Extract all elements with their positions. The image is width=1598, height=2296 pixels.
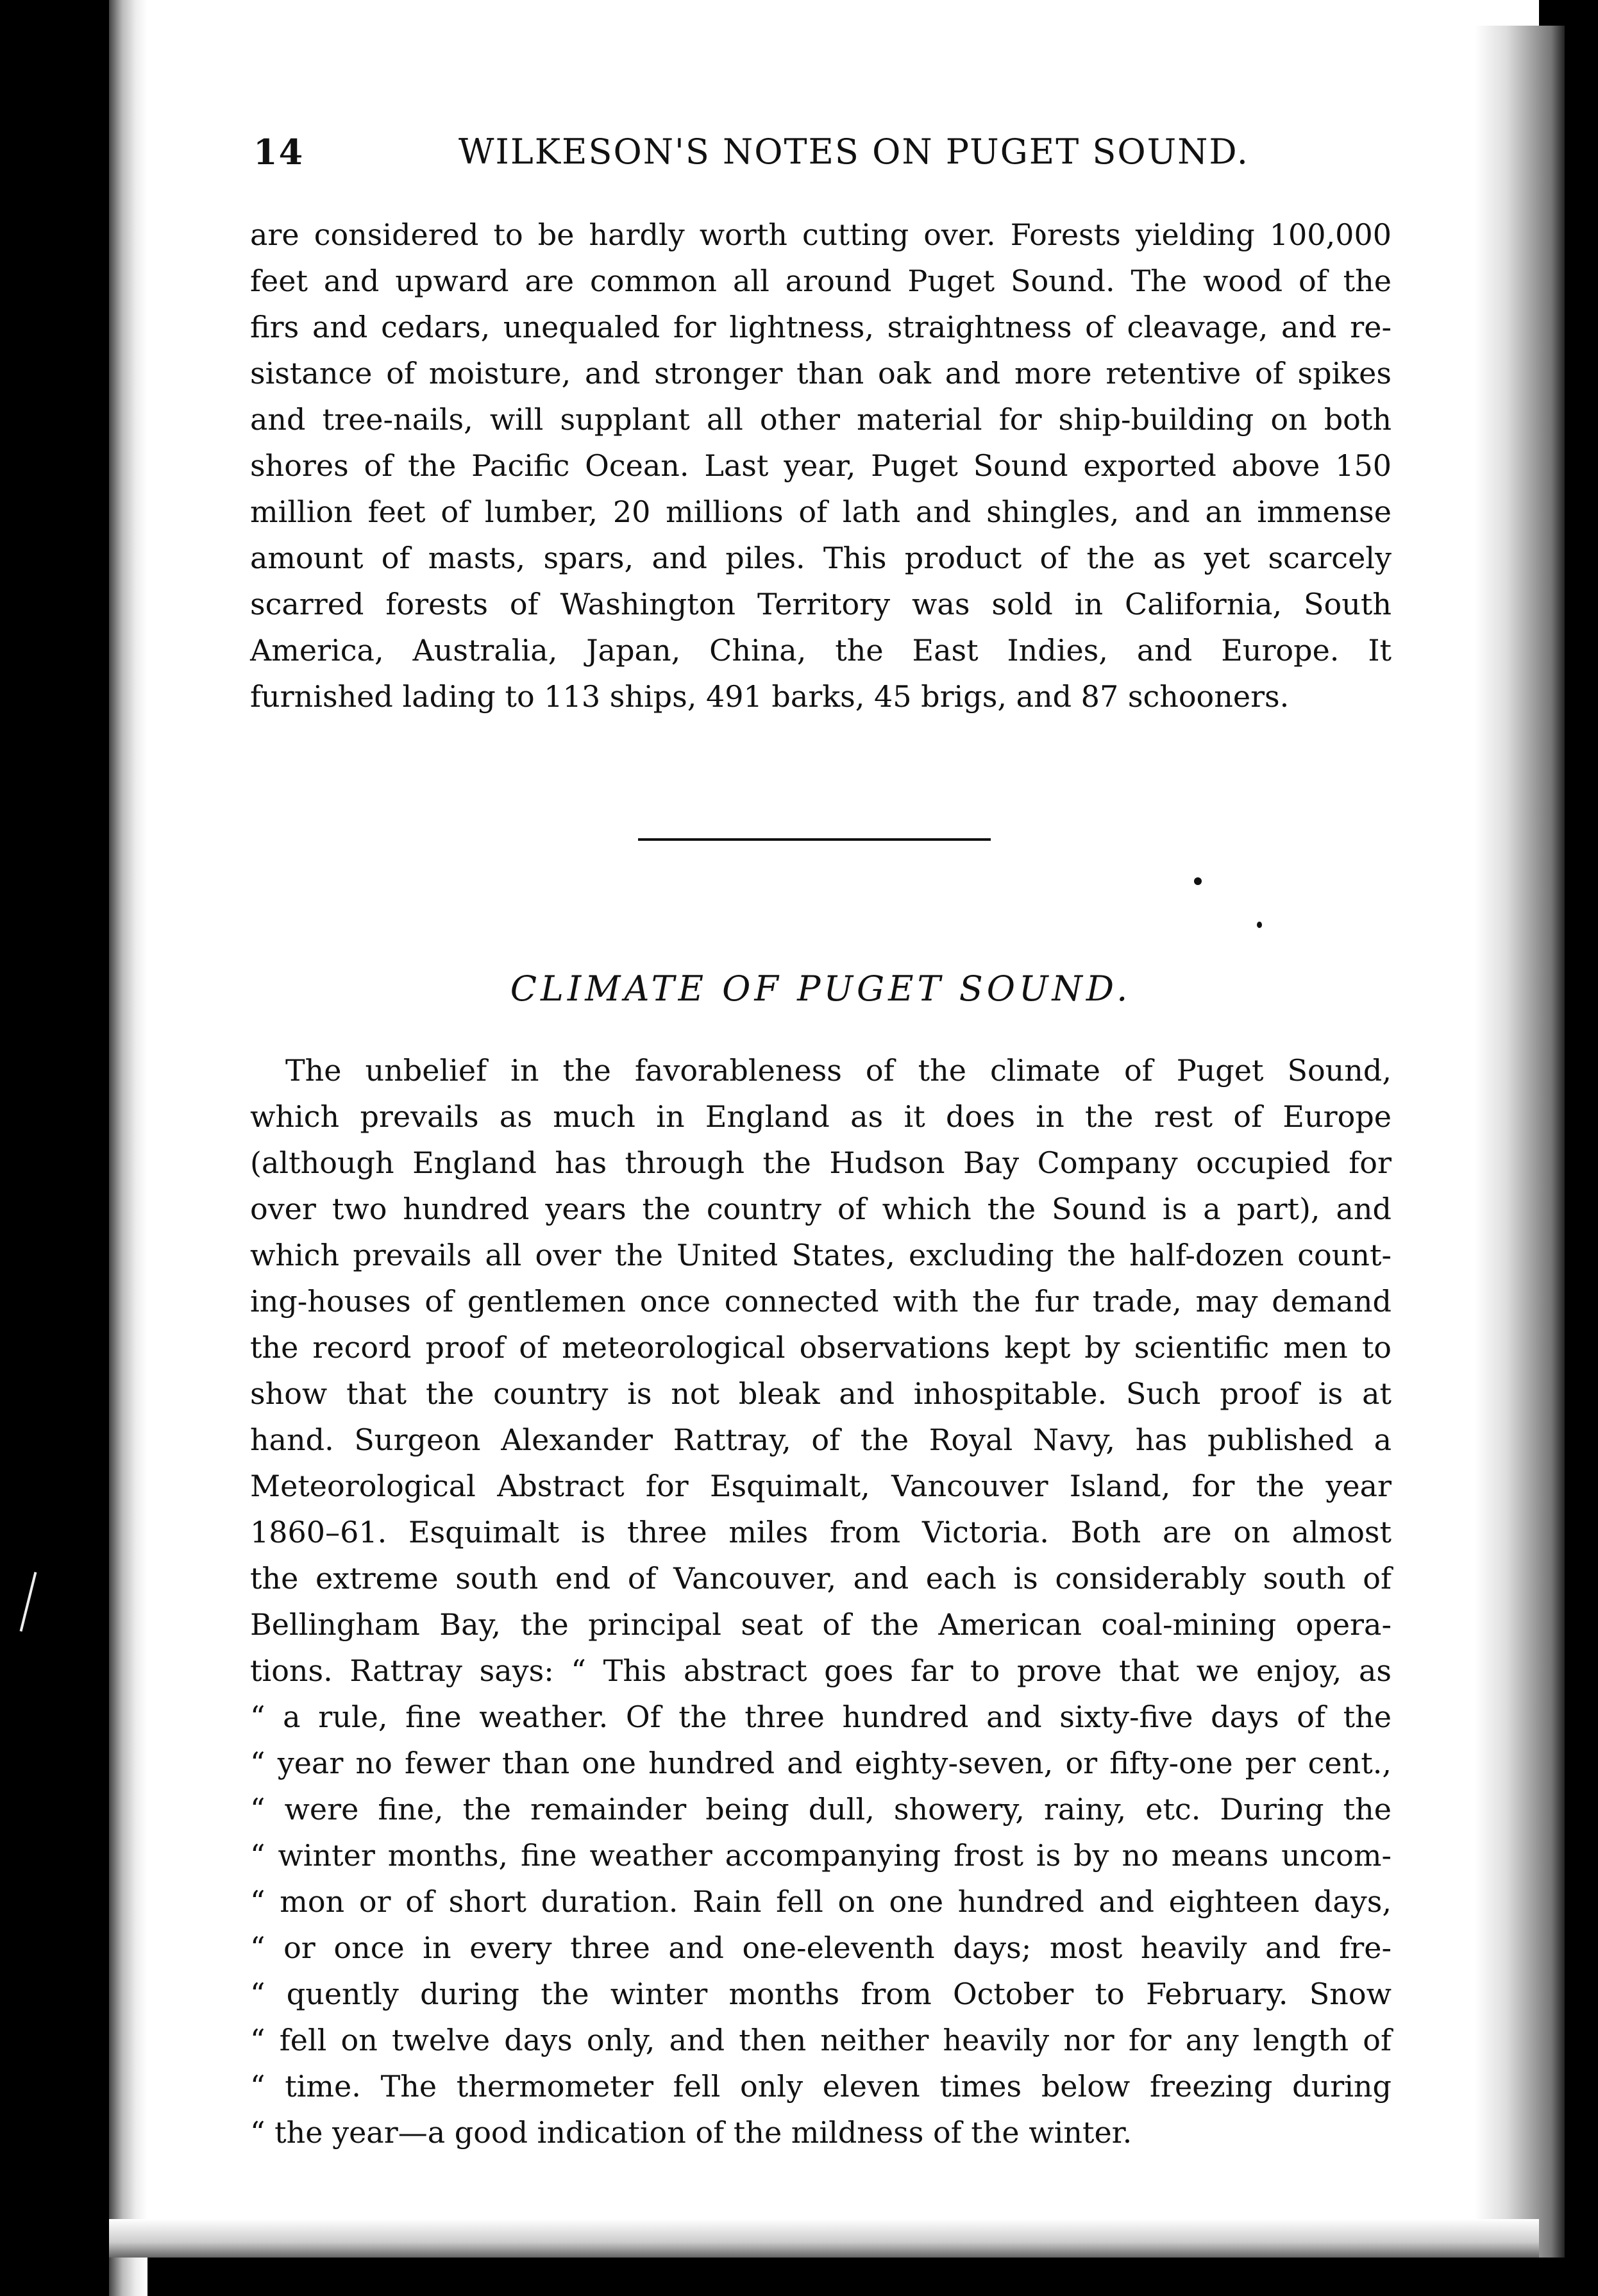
text-line: sistance of moisture, and stronger than oak and more retentive of spikes	[250, 356, 1392, 391]
text-line: show that the country is not bleak and inhospitable. Such proof is at	[250, 1376, 1392, 1411]
text-line: which prevails as much in England as it does in the rest of Europe	[250, 1099, 1392, 1134]
text-line: Meteorological Abstract for Esquimalt, Vancouver Island, for the year	[250, 1469, 1392, 1503]
page-header	[253, 131, 1401, 183]
text-line: Bellingham Bay, the principal seat of the American coal-mining opera-	[250, 1607, 1392, 1642]
running-title: WILKESON'S NOTES ON PUGET SOUND.	[458, 131, 1249, 172]
text-line: and tree-nails, will supplant all other material for ship-building on both	[250, 402, 1392, 437]
text-line: million feet of lumber, 20 millions of lath and shingles, and an immense	[250, 494, 1392, 529]
text-line: “ quently during the winter months from October to February. Snow	[250, 1977, 1392, 2011]
text-line: the extreme south end of Vancouver, and each is considerably south of	[250, 1561, 1392, 1596]
text-line: “ mon or of short duration. Rain fell on one hundred and eighteen days,	[250, 1884, 1392, 1919]
ink-speck	[1194, 877, 1202, 885]
climate-paragraph	[250, 1047, 1392, 2156]
page-number: 14	[253, 131, 305, 173]
top-paragraph	[250, 212, 1392, 720]
text-line: ing-houses of gentlemen once connected with the fur trade, may demand	[250, 1284, 1392, 1319]
text-line: are considered to be hardly worth cutting over. Forests yielding 100,000	[250, 217, 1392, 252]
text-line: furnished lading to 113 ships, 491 barks, 45 brigs, and 87 schooners.	[250, 679, 1290, 714]
text-line: 1860–61. Esquimalt is three miles from Victoria. Both are on almost	[250, 1515, 1392, 1549]
text-line: “ time. The thermometer fell only eleven times below freezing during	[250, 2069, 1392, 2104]
page-bottom-shadow	[109, 2219, 1539, 2258]
text-line: “ year no fewer than one hundred and eighty-seven, or fifty-one per cent.,	[250, 1746, 1392, 1780]
page-edge-shadow	[1475, 26, 1565, 2258]
text-line: “ the year—a good indication of the mildness of the winter.	[250, 2115, 1132, 2150]
text-line: “ or once in every three and one-eleventh days; most heavily and fre-	[250, 1930, 1392, 1965]
text-line: “ were fine, the remainder being dull, showery, rainy, etc. During the	[250, 1792, 1392, 1827]
text-line: “ fell on twelve days only, and then neither heavily nor for any length of	[250, 2023, 1392, 2057]
text-line: amount of masts, spars, and piles. This product of the as yet scarcely	[250, 541, 1392, 575]
text-line: hand. Surgeon Alexander Rattray, of the Royal Navy, has published a	[250, 1422, 1392, 1457]
section-divider	[638, 838, 991, 841]
page-gutter-shadow	[109, 0, 147, 2296]
text-line: “ a rule, fine weather. Of the three hundred and sixty-five days of the	[250, 1700, 1392, 1734]
text-line: scarred forests of Washington Territory was sold in California, South	[250, 587, 1392, 621]
text-line: feet and upward are common all around Puget Sound. The wood of the	[250, 264, 1392, 298]
text-line: “ winter months, fine weather accompanying frost is by no means uncom-	[250, 1838, 1392, 1873]
text-line: firs and cedars, unequaled for lightness, straightness of cleavage, and re-	[250, 310, 1392, 344]
text-line: which prevails all over the United States, excluding the half-dozen count-	[250, 1238, 1392, 1272]
text-line: The unbelief in the favorableness of the climate of Puget Sound,	[285, 1053, 1392, 1088]
text-line: over two hundred years the country of which the Sound is a part), and	[250, 1192, 1392, 1226]
text-line: tions. Rattray says: “ This abstract goes far to prove that we enjoy, as	[250, 1653, 1392, 1688]
text-line: America, Australia, Japan, China, the East Indies, and Europe. It	[250, 633, 1392, 668]
ink-speck	[1257, 922, 1262, 928]
text-line: the record proof of meteorological observations kept by scientific men to	[250, 1330, 1392, 1365]
text-line: shores of the Pacific Ocean. Last year, Puget Sound exported above 150	[250, 448, 1392, 483]
text-line: (although England has through the Hudson Bay Company occupied for	[250, 1145, 1392, 1180]
section-title: CLIMATE OF PUGET SOUND.	[510, 968, 1132, 1009]
